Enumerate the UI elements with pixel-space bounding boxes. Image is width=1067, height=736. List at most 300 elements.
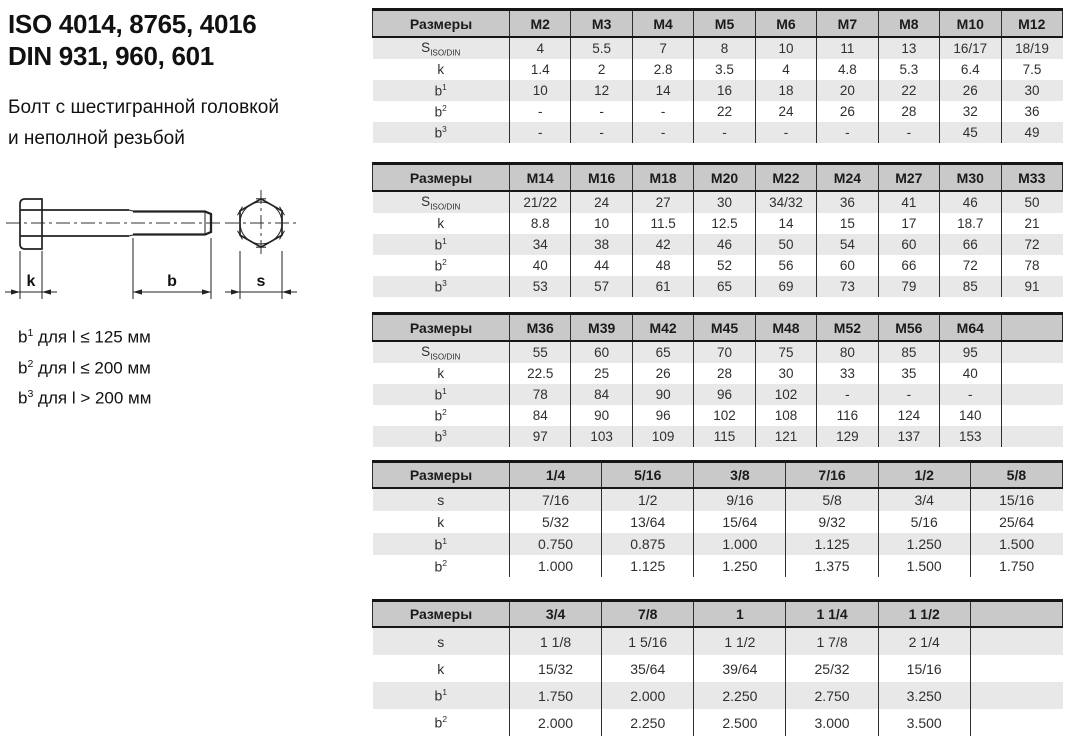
value-cell: 72 xyxy=(940,255,1001,276)
sizes-header-cell: Размеры xyxy=(373,10,510,38)
value-cell: 18.7 xyxy=(940,213,1001,234)
row-label: $S_{ISO/DIN}$ xyxy=(373,37,510,59)
value-cell: 85 xyxy=(878,341,939,363)
value-cell: 90 xyxy=(571,405,632,426)
value-cell: 42 xyxy=(632,234,693,255)
value-cell: 109 xyxy=(632,426,693,447)
size-column-header: M2 xyxy=(510,10,571,38)
row-label: $b^2$ xyxy=(434,103,447,120)
table-row xyxy=(373,101,1063,122)
din-standards-title: DIN 931, 960, 601 xyxy=(8,41,214,71)
value-cell: 79 xyxy=(878,276,939,297)
table-row xyxy=(373,80,1063,101)
row-label: $b^2$ xyxy=(434,557,448,575)
table-row xyxy=(373,122,1063,143)
value-cell: 5.3 xyxy=(878,59,939,80)
row-label: $b^1$ xyxy=(373,682,510,709)
dimension-s xyxy=(225,251,297,299)
value-cell: 30 xyxy=(694,191,755,213)
row-label: $b^1$ xyxy=(373,533,510,555)
table-row xyxy=(373,682,1063,709)
dimension-table-1 xyxy=(372,8,1063,143)
value-cell: 24 xyxy=(571,191,632,213)
value-cell: 55 xyxy=(510,341,571,363)
size-column-header: M52 xyxy=(817,314,878,342)
value-cell: 15/64 xyxy=(694,511,786,533)
size-column-header: M3 xyxy=(571,10,632,38)
table-header-row xyxy=(373,164,1063,192)
row-label: $b^3$ xyxy=(373,276,510,297)
sizes-header-cell: Размеры xyxy=(373,164,510,192)
table-header-row xyxy=(373,462,1063,489)
value-cell: 1 1/2 xyxy=(694,627,786,655)
size-column-header: 7/8 xyxy=(602,601,694,628)
row-label: $b^3$ xyxy=(373,426,510,447)
value-cell: 95 xyxy=(940,341,1001,363)
value-cell: 3.5 xyxy=(694,59,755,80)
value-cell: 1.375 xyxy=(786,555,878,577)
value-cell xyxy=(1001,341,1063,363)
value-cell: 2.250 xyxy=(602,709,694,736)
value-cell: 14 xyxy=(632,80,693,101)
value-cell xyxy=(1001,426,1063,447)
value-cell: 15/32 xyxy=(510,655,602,682)
value-cell: 7/16 xyxy=(510,488,602,511)
value-cell: 1.125 xyxy=(602,555,694,577)
table-row xyxy=(373,555,1063,577)
value-cell: 50 xyxy=(755,234,816,255)
value-cell xyxy=(1001,384,1063,405)
value-cell: 2.500 xyxy=(694,709,786,736)
size-column-header: 5/16 xyxy=(602,462,694,489)
value-cell: 13 xyxy=(878,37,939,59)
row-label: $b^2$ xyxy=(434,407,447,424)
value-cell: - xyxy=(510,122,571,143)
value-cell: 70 xyxy=(694,341,755,363)
value-cell: - xyxy=(571,101,632,122)
value-cell: 10 xyxy=(755,37,816,59)
value-cell: 129 xyxy=(817,426,878,447)
value-cell xyxy=(970,627,1062,655)
table-row xyxy=(373,405,1063,426)
table-header-row xyxy=(373,314,1063,342)
value-cell: 16/17 xyxy=(940,37,1001,59)
value-cell: 5/32 xyxy=(510,511,602,533)
value-cell: 49 xyxy=(1001,122,1063,143)
value-cell: 78 xyxy=(510,384,571,405)
value-cell: 15/16 xyxy=(970,488,1062,511)
dimension-table-4 xyxy=(372,460,1063,577)
row-label: k xyxy=(437,366,445,381)
centerlines xyxy=(6,190,298,256)
value-cell: 91 xyxy=(1001,276,1063,297)
size-column-header: M4 xyxy=(632,10,693,38)
value-cell: 34/32 xyxy=(755,191,816,213)
value-cell: 2 1/4 xyxy=(878,627,970,655)
value-cell: 28 xyxy=(694,363,755,384)
value-cell: 153 xyxy=(940,426,1001,447)
value-cell: 75 xyxy=(755,341,816,363)
size-column-header: M48 xyxy=(755,314,816,342)
footnotes xyxy=(18,320,151,412)
table-row xyxy=(373,488,1063,511)
value-cell: 8.8 xyxy=(510,213,571,234)
row-label: $b^2$ xyxy=(434,257,447,274)
value-cell: 25 xyxy=(571,363,632,384)
dimension-k xyxy=(5,251,57,299)
value-cell: 137 xyxy=(878,426,939,447)
value-cell: 84 xyxy=(510,405,571,426)
value-cell: 26 xyxy=(817,101,878,122)
size-column-header: M5 xyxy=(694,10,755,38)
row-label: k xyxy=(437,62,445,77)
value-cell: 18/19 xyxy=(1001,37,1063,59)
value-cell: 6.4 xyxy=(940,59,1001,80)
value-cell: 61 xyxy=(632,276,693,297)
value-cell: 32 xyxy=(940,101,1001,122)
value-cell: 17 xyxy=(878,213,939,234)
table-row xyxy=(373,426,1063,447)
size-column-header: M10 xyxy=(940,10,1001,38)
value-cell: 2 xyxy=(571,59,632,80)
footnote-line: $b^1$ для l ≤ 125 мм xyxy=(18,327,151,347)
value-cell: 1 1/8 xyxy=(510,627,602,655)
value-cell: 57 xyxy=(571,276,632,297)
value-cell: 44 xyxy=(571,255,632,276)
value-cell: - xyxy=(632,122,693,143)
value-cell: 121 xyxy=(755,426,816,447)
value-cell: 48 xyxy=(632,255,693,276)
value-cell: 60 xyxy=(571,341,632,363)
value-cell: 24 xyxy=(755,101,816,122)
dimension-table-5 xyxy=(372,599,1063,736)
size-column-header: M36 xyxy=(510,314,571,342)
value-cell: 2.000 xyxy=(510,709,602,736)
value-cell: - xyxy=(817,384,878,405)
value-cell: - xyxy=(817,122,878,143)
row-label: k xyxy=(437,514,445,530)
value-cell: 1.750 xyxy=(970,555,1062,577)
value-cell: 3.250 xyxy=(878,682,970,709)
size-column-header: M7 xyxy=(817,10,878,38)
value-cell: 1.500 xyxy=(970,533,1062,555)
value-cell: - xyxy=(510,101,571,122)
value-cell: 26 xyxy=(940,80,1001,101)
sizes-header-cell: Размеры xyxy=(373,601,510,628)
size-column-header: 1/2 xyxy=(878,462,970,489)
row-label: $S_{ISO/DIN}$ xyxy=(373,191,510,213)
size-column-header: M64 xyxy=(940,314,1001,342)
value-cell xyxy=(1001,405,1063,426)
table-row xyxy=(373,363,1063,384)
value-cell: 50 xyxy=(1001,191,1063,213)
bolt-technical-drawing xyxy=(0,186,320,314)
value-cell: 1/2 xyxy=(602,488,694,511)
size-column-header: M8 xyxy=(878,10,939,38)
size-column-header: M12 xyxy=(1001,10,1063,38)
value-cell: 102 xyxy=(755,384,816,405)
value-cell: 5.5 xyxy=(571,37,632,59)
sizes-header-cell: Размеры xyxy=(373,314,510,342)
size-column-header: M14 xyxy=(510,164,571,192)
value-cell: 0.750 xyxy=(510,533,602,555)
value-cell: 102 xyxy=(694,405,755,426)
table-row xyxy=(373,59,1063,80)
value-cell: 124 xyxy=(878,405,939,426)
value-cell: 21 xyxy=(1001,213,1063,234)
value-cell: - xyxy=(878,384,939,405)
value-cell: 2.000 xyxy=(602,682,694,709)
size-column-header: M30 xyxy=(940,164,1001,192)
value-cell: 13/64 xyxy=(602,511,694,533)
value-cell: 3.500 xyxy=(878,709,970,736)
size-column-header: 1 1/2 xyxy=(878,601,970,628)
value-cell: 26 xyxy=(632,363,693,384)
value-cell: 3.000 xyxy=(786,709,878,736)
size-column-header: M27 xyxy=(878,164,939,192)
value-cell: 65 xyxy=(694,276,755,297)
table-row xyxy=(373,37,1063,59)
size-column-header: 1 xyxy=(694,601,786,628)
value-cell: 41 xyxy=(878,191,939,213)
value-cell: 40 xyxy=(940,363,1001,384)
value-cell: 66 xyxy=(878,255,939,276)
row-label: $b^2$ xyxy=(434,714,448,731)
value-cell: 1 7/8 xyxy=(786,627,878,655)
size-column-header: M20 xyxy=(694,164,755,192)
value-cell: 7.5 xyxy=(1001,59,1063,80)
value-cell: 27 xyxy=(632,191,693,213)
value-cell: 33 xyxy=(817,363,878,384)
value-cell: 46 xyxy=(694,234,755,255)
table-row xyxy=(373,655,1063,682)
value-cell: 78 xyxy=(1001,255,1063,276)
value-cell: 40 xyxy=(510,255,571,276)
value-cell: 39/64 xyxy=(694,655,786,682)
value-cell: 85 xyxy=(940,276,1001,297)
tables-panel xyxy=(372,8,1063,736)
value-cell: 15 xyxy=(817,213,878,234)
dimension-table-2 xyxy=(372,162,1063,297)
value-cell: 35 xyxy=(878,363,939,384)
value-cell: 36 xyxy=(817,191,878,213)
size-column-header: M56 xyxy=(878,314,939,342)
value-cell: 103 xyxy=(571,426,632,447)
value-cell: 12 xyxy=(571,80,632,101)
part-description-line1: Болт с шестигранной головкой xyxy=(8,97,279,118)
value-cell: 1.500 xyxy=(878,555,970,577)
table-row xyxy=(373,627,1063,655)
value-cell: 20 xyxy=(817,80,878,101)
dimension-table-3 xyxy=(372,312,1063,447)
value-cell: 18 xyxy=(755,80,816,101)
value-cell: 84 xyxy=(571,384,632,405)
size-column-header: M45 xyxy=(694,314,755,342)
dimension-b-label: b xyxy=(167,273,177,290)
value-cell: 65 xyxy=(632,341,693,363)
value-cell: 16 xyxy=(694,80,755,101)
value-cell: 1.000 xyxy=(510,555,602,577)
value-cell: 9/16 xyxy=(694,488,786,511)
size-column-header: 3/8 xyxy=(694,462,786,489)
value-cell: 11 xyxy=(817,37,878,59)
value-cell: 72 xyxy=(1001,234,1063,255)
value-cell: 4 xyxy=(510,37,571,59)
table-row xyxy=(373,709,1063,736)
size-column-header xyxy=(1001,314,1063,342)
value-cell: 73 xyxy=(817,276,878,297)
value-cell xyxy=(970,682,1062,709)
value-cell: 96 xyxy=(694,384,755,405)
value-cell: 80 xyxy=(817,341,878,363)
value-cell: 8 xyxy=(694,37,755,59)
size-column-header: M33 xyxy=(1001,164,1063,192)
value-cell: 30 xyxy=(755,363,816,384)
table-row xyxy=(373,384,1063,405)
value-cell: 14 xyxy=(755,213,816,234)
value-cell: 66 xyxy=(940,234,1001,255)
value-cell: 10 xyxy=(571,213,632,234)
value-cell: 60 xyxy=(817,255,878,276)
value-cell: 97 xyxy=(510,426,571,447)
value-cell: 28 xyxy=(878,101,939,122)
standards-title xyxy=(8,8,256,72)
value-cell: 3/4 xyxy=(878,488,970,511)
table-row xyxy=(373,234,1063,255)
size-column-header xyxy=(970,601,1062,628)
value-cell: 22 xyxy=(878,80,939,101)
value-cell: 1.125 xyxy=(786,533,878,555)
value-cell: 25/32 xyxy=(786,655,878,682)
value-cell xyxy=(970,655,1062,682)
value-cell: 60 xyxy=(878,234,939,255)
value-cell: 90 xyxy=(632,384,693,405)
value-cell: 5/16 xyxy=(878,511,970,533)
value-cell: - xyxy=(632,101,693,122)
value-cell: 0.875 xyxy=(602,533,694,555)
table-row xyxy=(373,276,1063,297)
value-cell: 7 xyxy=(632,37,693,59)
table-row xyxy=(373,533,1063,555)
value-cell: - xyxy=(940,384,1001,405)
value-cell: - xyxy=(755,122,816,143)
size-column-header: M6 xyxy=(755,10,816,38)
value-cell: 116 xyxy=(817,405,878,426)
size-column-header: M24 xyxy=(817,164,878,192)
iso-standards-title: ISO 4014, 8765, 4016 xyxy=(8,9,257,39)
table-row xyxy=(373,341,1063,363)
value-cell: 1.250 xyxy=(878,533,970,555)
table-header-row xyxy=(373,601,1063,628)
value-cell: 4.8 xyxy=(817,59,878,80)
value-cell: 53 xyxy=(510,276,571,297)
value-cell: 15/16 xyxy=(878,655,970,682)
size-column-header: 7/16 xyxy=(786,462,878,489)
value-cell: 12.5 xyxy=(694,213,755,234)
value-cell: 2.250 xyxy=(694,682,786,709)
value-cell: 96 xyxy=(632,405,693,426)
size-column-header: 3/4 xyxy=(510,601,602,628)
value-cell: 108 xyxy=(755,405,816,426)
value-cell: 38 xyxy=(571,234,632,255)
value-cell xyxy=(970,709,1062,736)
value-cell: 1.750 xyxy=(510,682,602,709)
table-header-row xyxy=(373,10,1063,38)
sizes-header-cell: Размеры xyxy=(373,462,510,489)
value-cell: - xyxy=(571,122,632,143)
bolt-head-side-view xyxy=(20,199,42,249)
size-column-header: M16 xyxy=(571,164,632,192)
value-cell: 1.000 xyxy=(694,533,786,555)
value-cell: 10 xyxy=(510,80,571,101)
value-cell: 34 xyxy=(510,234,571,255)
value-cell: 30 xyxy=(1001,80,1063,101)
value-cell: - xyxy=(694,122,755,143)
value-cell: 22.5 xyxy=(510,363,571,384)
row-label: k xyxy=(437,660,445,677)
dimension-k-label: k xyxy=(26,273,36,290)
value-cell: - xyxy=(878,122,939,143)
row-label: s xyxy=(373,488,510,511)
dimension-s-label: s xyxy=(256,273,266,290)
row-label: $b^1$ xyxy=(373,384,510,405)
value-cell: 1.250 xyxy=(694,555,786,577)
value-cell: 140 xyxy=(940,405,1001,426)
size-column-header: M18 xyxy=(632,164,693,192)
value-cell: 22 xyxy=(694,101,755,122)
value-cell: 45 xyxy=(940,122,1001,143)
row-label: $b^1$ xyxy=(373,234,510,255)
value-cell: 52 xyxy=(694,255,755,276)
footnote-line: $b^2$ для l ≤ 200 мм xyxy=(18,357,151,378)
value-cell: 9/32 xyxy=(786,511,878,533)
table-row xyxy=(373,191,1063,213)
value-cell: 54 xyxy=(817,234,878,255)
row-label: $S_{ISO/DIN}$ xyxy=(373,341,510,363)
size-column-header: M42 xyxy=(632,314,693,342)
value-cell: 11.5 xyxy=(632,213,693,234)
size-column-header: M22 xyxy=(755,164,816,192)
table-row xyxy=(373,255,1063,276)
size-column-header: 5/8 xyxy=(970,462,1062,489)
row-label: $b^3$ xyxy=(373,122,510,143)
part-description xyxy=(8,92,279,154)
value-cell: 35/64 xyxy=(602,655,694,682)
value-cell: 115 xyxy=(694,426,755,447)
row-label: s xyxy=(373,627,510,655)
part-description-line2: и неполной резьбой xyxy=(8,128,185,149)
value-cell: 2.750 xyxy=(786,682,878,709)
value-cell: 69 xyxy=(755,276,816,297)
value-cell: 5/8 xyxy=(786,488,878,511)
value-cell: 1 5/16 xyxy=(602,627,694,655)
value-cell: 1.4 xyxy=(510,59,571,80)
value-cell: 25/64 xyxy=(970,511,1062,533)
size-column-header: 1 1/4 xyxy=(786,601,878,628)
value-cell: 36 xyxy=(1001,101,1063,122)
row-label: $b^1$ xyxy=(373,80,510,101)
row-label: k xyxy=(437,216,445,231)
table-row xyxy=(373,511,1063,533)
value-cell: 21/22 xyxy=(510,191,571,213)
footnote-line: $b^3$ для l > 200 мм xyxy=(18,388,152,408)
table-row xyxy=(373,213,1063,234)
value-cell: 46 xyxy=(940,191,1001,213)
size-column-header: 1/4 xyxy=(510,462,602,489)
dimension-b xyxy=(133,238,211,299)
value-cell: 2.8 xyxy=(632,59,693,80)
value-cell: 4 xyxy=(755,59,816,80)
